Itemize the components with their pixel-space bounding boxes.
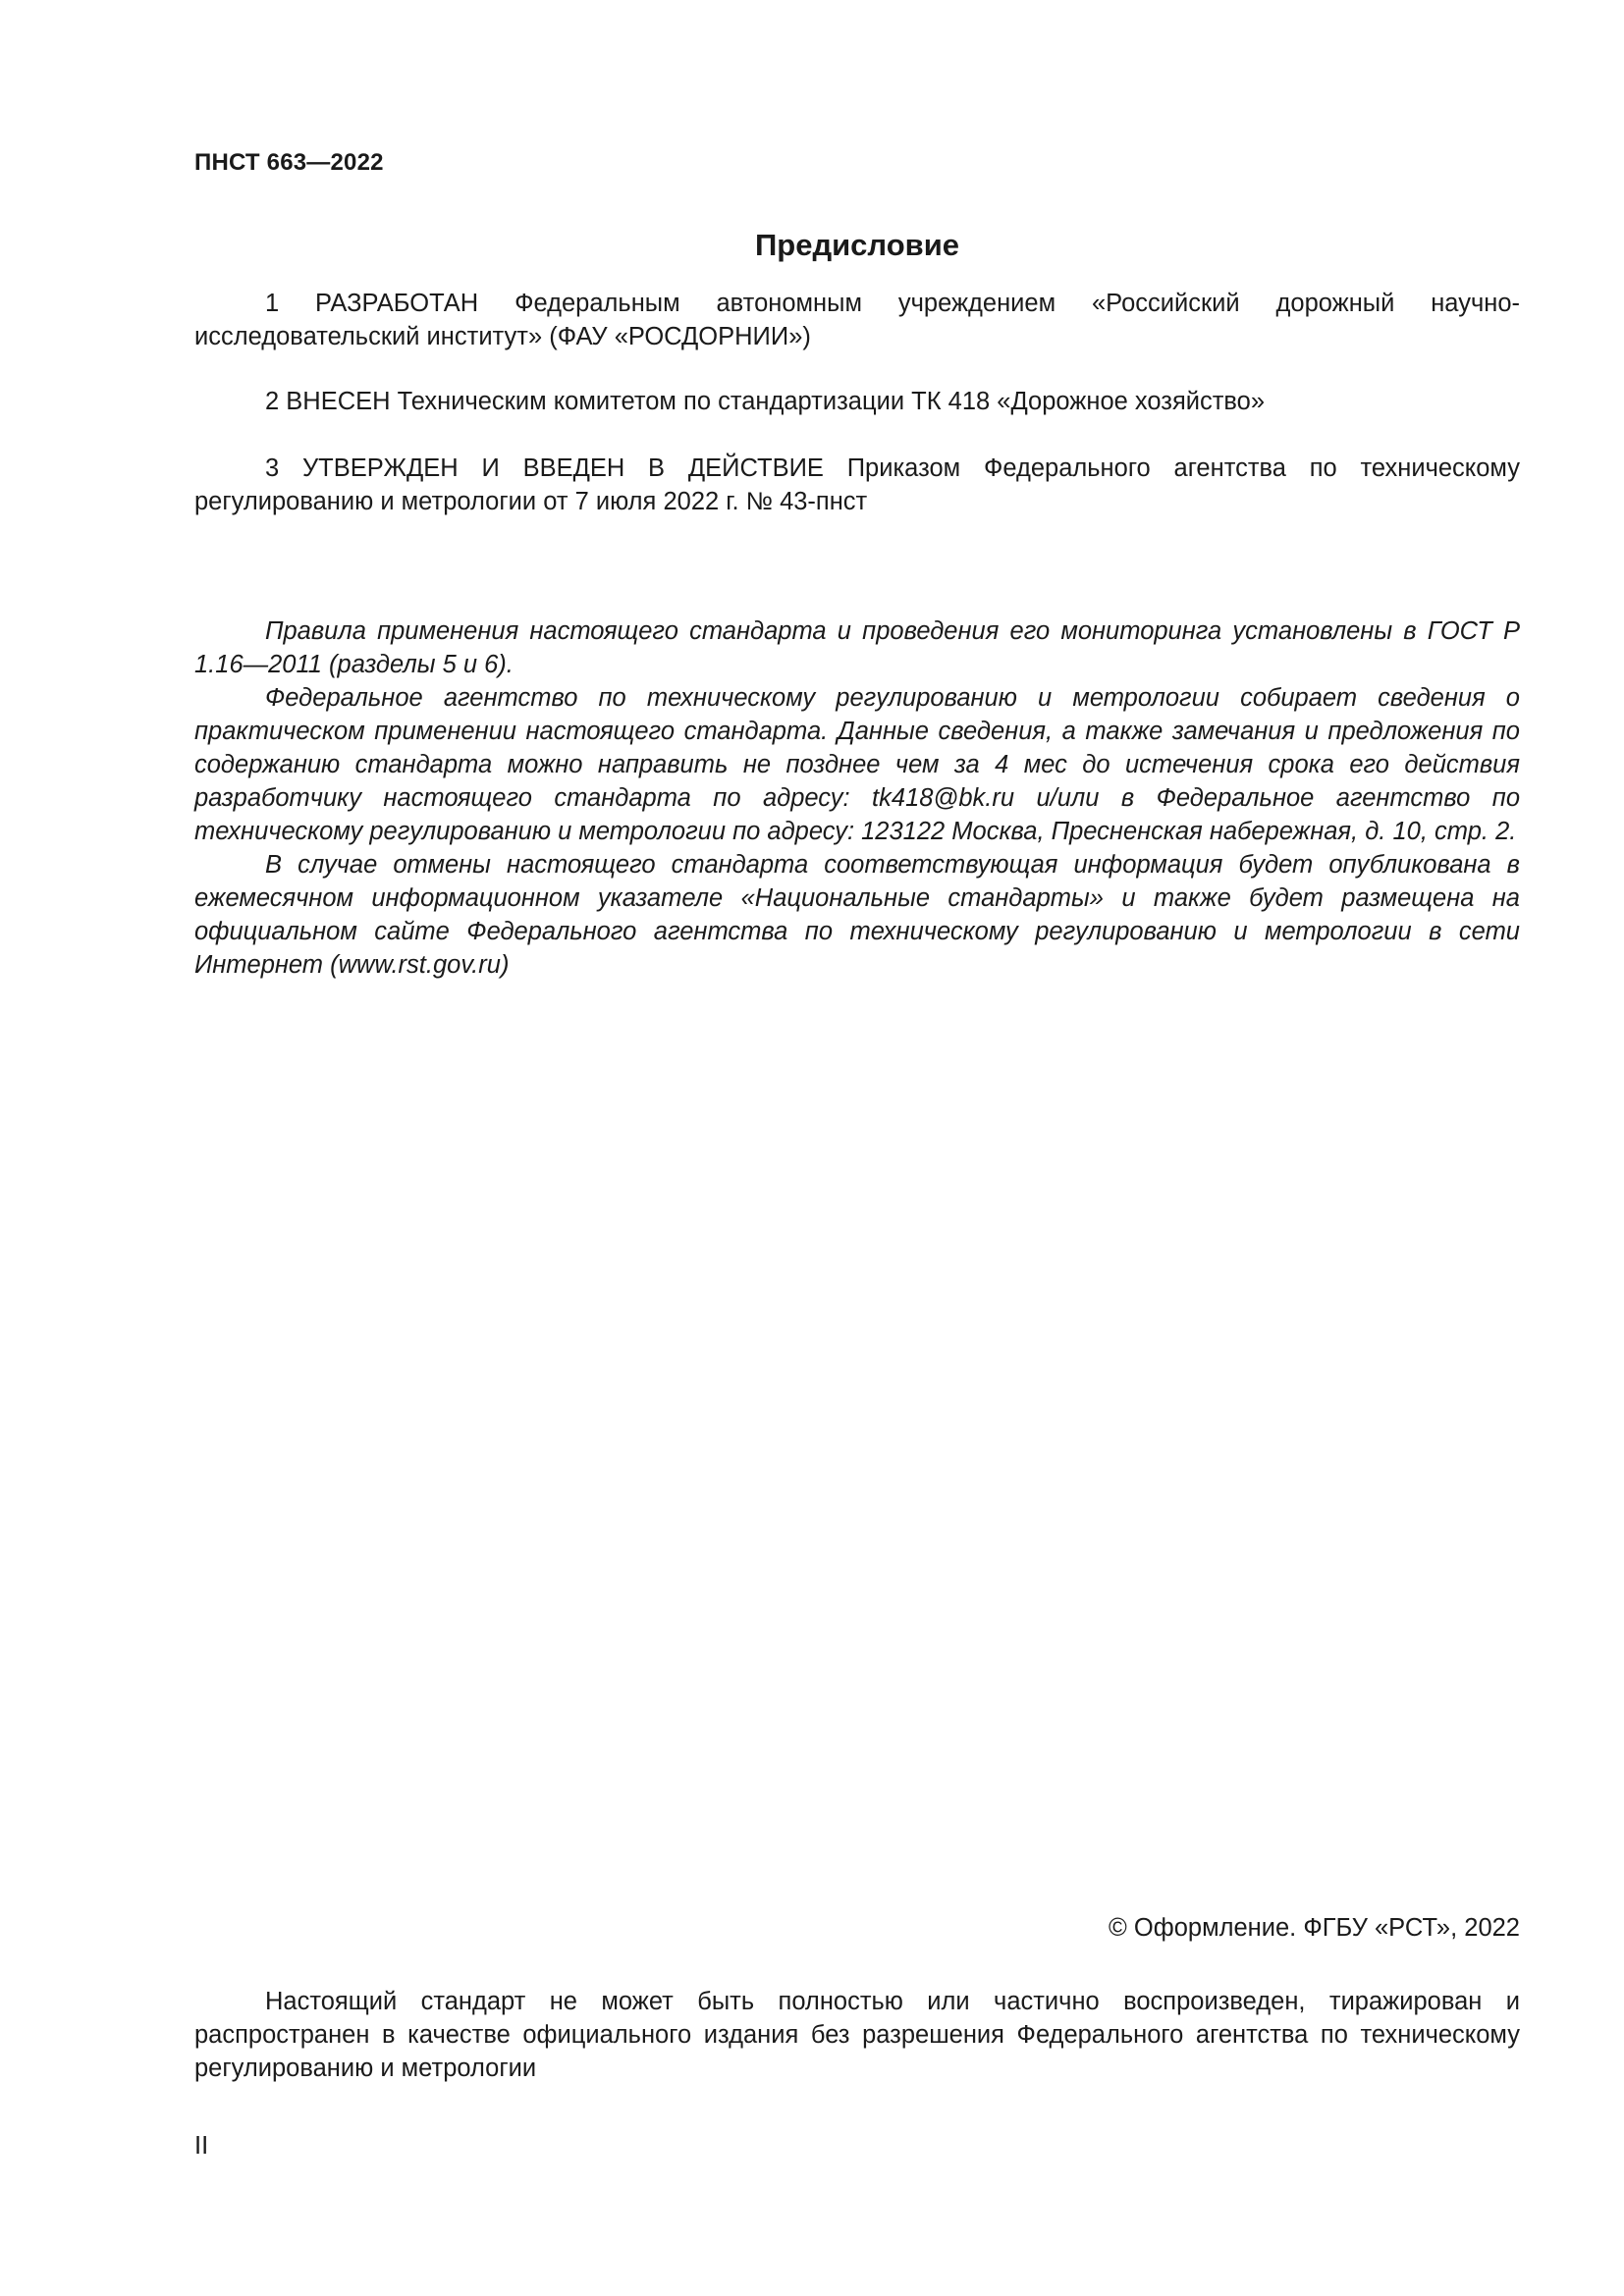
rules-note: Правила применения настоящего стандарта и проведения его мониторинга установлены в ГОСТ Р 1.16—2011 (разделы 5 и 6). <box>194 617 1520 678</box>
standard-code: ПНСТ 663—2022 <box>194 149 384 176</box>
feedback-note <box>194 681 1520 848</box>
page-number: II <box>194 2132 209 2160</box>
reproduction-restriction-note: Настоящий стандарт не может быть полностью или частично воспроизведен, тиражирован и распространен в качестве официального издания без разрешения Федерального агентства по техническому регулированию и метрологии <box>194 1988 1520 2082</box>
feedback-text-end: и/или в Федеральное агентство по техническому регулированию и метрологии по адресу: 123122 Москва, Пресненская набережная, д. 10, стр. 2. <box>194 784 1520 845</box>
developer-email-link[interactable]: tk418@bk.ru <box>872 784 1015 812</box>
cancellation-text-start: В случае отмены настоящего стандарта соответствующая информация будет опубликована в ежемесячном информационном указателе «Национальные стандарты» и также будет размещена на официальном сайте Федерального агентства по техническому регулированию и метрологии в сети Интернет ( <box>194 851 1520 979</box>
preface-item-developed: 1 РАЗРАБОТАН Федеральным автономным учреждением «Российский дорожный научно-исследовательский институт» (ФАУ «РОСДОРНИИ») <box>194 290 1520 350</box>
copyright-notice: © Оформление. ФГБУ «РСТ», 2022 <box>1109 1914 1520 1942</box>
cancellation-text-end: ) <box>500 951 510 979</box>
preface-item-introduced: 2 ВНЕСЕН Техническим комитетом по стандартизации ТК 418 «Дорожное хозяйство» <box>265 388 1266 415</box>
application-notes <box>194 614 1520 982</box>
preface-item-approved: 3 УТВЕРЖДЕН И ВВЕДЕН В ДЕЙСТВИЕ Приказом Федерального агентства по техническому регулированию и метрологии от 7 июля 2022 г. № 43-пнст <box>194 454 1520 515</box>
cancellation-note <box>194 848 1520 982</box>
page-title: Предисловие <box>754 228 959 262</box>
feedback-text-start: Федеральное агентство по техническому регулированию и метрологии собирает сведения о практическом применении настоящего стандарта. Данные сведения, а также замечания и предложения по содержанию стандарта можно направить не позднее чем за 4 мес до истечения срока его действия разработчику настоящего стандарта по адресу: <box>194 684 1520 812</box>
rst-website-link[interactable]: www.rst.gov.ru <box>338 951 501 979</box>
